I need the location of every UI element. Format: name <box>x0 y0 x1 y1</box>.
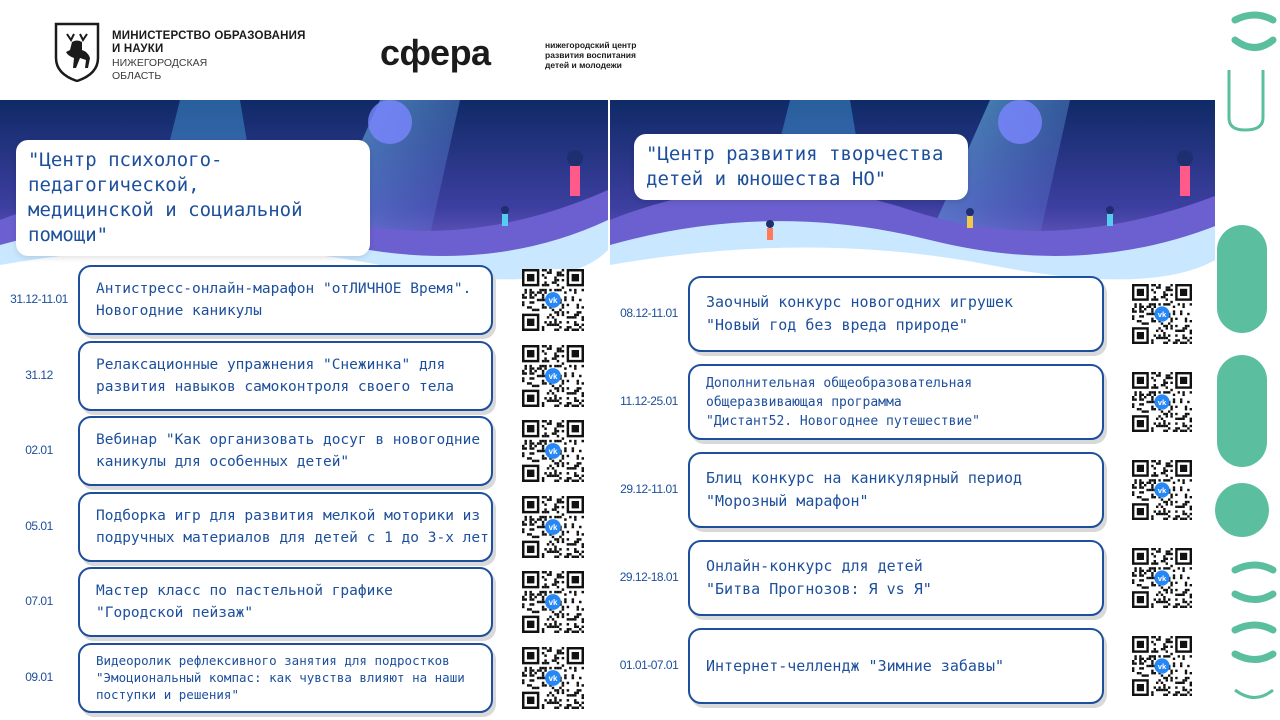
region-line1: НИЖЕГОРОДСКАЯ <box>112 57 208 69</box>
event-title: Дополнительная общеобразовательная общеразвивающая программа "Дистант52. Новогоднее путешествие" <box>706 375 980 429</box>
event-date: 31.12-11.01 <box>10 292 68 306</box>
svg-text:vk: vk <box>548 673 558 683</box>
event-card[interactable] <box>688 452 1104 528</box>
event-date: 07.01 <box>25 594 53 608</box>
event-date: 09.01 <box>25 669 53 684</box>
event-date: 05.01 <box>25 518 53 533</box>
event-date: 01.01-07.01 <box>619 658 679 672</box>
sfera-sub-line3: детей и молодежи <box>545 60 622 70</box>
event-title: Заочный конкурс новогодних игрушек "Новый год без вреда природе" <box>706 293 1014 334</box>
ministry-name-line1: МИНИСТЕРСТВО ОБРАЗОВАНИЯ <box>112 30 306 42</box>
svg-text:vk: vk <box>548 296 558 306</box>
qr-code-icon[interactable] <box>522 571 584 638</box>
svg-text:vk: vk <box>548 598 558 608</box>
qr-code-icon[interactable] <box>1132 460 1192 525</box>
event-card[interactable] <box>688 628 1104 704</box>
event-title: Подборка игр для развития мелкой моторики из подручных материалов для детей с 1 до 3-х лет <box>96 507 489 546</box>
svg-text:vk: vk <box>1157 574 1167 584</box>
svg-text:vk: vk <box>1157 310 1167 320</box>
left-center-title-text: "Центр психолого-педагогической, медицинской и социальной помощи" <box>28 149 303 246</box>
region-line2: ОБЛАСТЬ <box>112 70 162 82</box>
event-card[interactable] <box>78 416 493 486</box>
svg-text:vk: vk <box>548 522 558 532</box>
svg-text:vk: vk <box>1157 486 1167 496</box>
svg-text:vk: vk <box>1157 662 1167 672</box>
event-card[interactable] <box>688 364 1104 440</box>
right-panel <box>610 100 1230 720</box>
event-card[interactable] <box>78 341 493 411</box>
event-date: 29.12-18.01 <box>619 570 679 584</box>
svg-text:vk: vk <box>548 371 558 381</box>
event-card[interactable] <box>78 567 493 637</box>
event-date: 11.12-25.01 <box>620 394 678 408</box>
qr-code-icon[interactable] <box>522 496 584 563</box>
qr-code-icon[interactable] <box>1132 548 1192 613</box>
sfera-sub-line1: нижегородский центр <box>545 40 637 50</box>
event-card[interactable] <box>688 276 1104 352</box>
event-card[interactable] <box>78 265 493 335</box>
qr-code-icon[interactable] <box>522 420 584 487</box>
svg-text:vk: vk <box>1157 398 1167 408</box>
header <box>0 0 1280 100</box>
qr-code-icon[interactable] <box>1132 636 1192 701</box>
ministry-name-line2: И НАУКИ <box>112 43 164 55</box>
qr-code-icon[interactable] <box>522 647 584 714</box>
qr-code-icon[interactable] <box>1132 372 1192 437</box>
coat-of-arms-icon <box>52 22 102 82</box>
decorative-strip <box>1215 0 1280 720</box>
event-card[interactable] <box>78 643 493 713</box>
left-center-title <box>16 140 370 256</box>
svg-text:vk: vk <box>548 447 558 457</box>
ministry-logo <box>52 22 312 84</box>
event-title: Интернет-челлендж "Зимние забавы" <box>706 656 1005 675</box>
event-card[interactable] <box>688 540 1104 616</box>
event-title: Вебинар "Как организовать досуг в новогодние каникулы для особенных детей" <box>96 432 481 470</box>
event-title: Онлайн-конкурс для детей "Битва Прогнозов: Я vs Я" <box>706 557 932 598</box>
sfera-logo <box>378 33 668 77</box>
event-date: 08.12-11.01 <box>620 306 678 320</box>
event-title: Релаксационные упражнения "Снежинка" для развития навыков самоконтроля своего тела <box>96 356 454 395</box>
event-date: 31.12 <box>25 367 53 382</box>
right-center-title <box>634 134 968 200</box>
sfera-sub-line2: развития воспитания <box>545 50 636 60</box>
event-title: Видеоролик рефлексивного занятия для подростков "Эмоциональный компас: как чувства влияют на наши поступки и решения" <box>96 653 465 702</box>
event-title: Мастер класс по пастельной графике "Городской пейзаж" <box>96 583 393 621</box>
event-title: Антистресс-онлайн-марафон "отЛИЧНОЕ Время". Новогодние каникулы <box>96 281 472 319</box>
right-center-title-text: "Центр развития творчества детей и юношества НО" <box>646 143 944 190</box>
event-title: Блиц конкурс на каникулярный период "Морозный марафон" <box>706 469 1023 510</box>
qr-code-icon[interactable] <box>522 345 584 412</box>
sfera-wordmark: сфера <box>380 32 491 73</box>
qr-code-icon[interactable] <box>1132 284 1192 349</box>
left-panel <box>0 100 608 720</box>
event-date: 02.01 <box>25 443 53 457</box>
event-date: 29.12-11.01 <box>620 482 678 496</box>
event-card[interactable] <box>78 492 493 562</box>
qr-code-icon[interactable] <box>522 269 584 336</box>
